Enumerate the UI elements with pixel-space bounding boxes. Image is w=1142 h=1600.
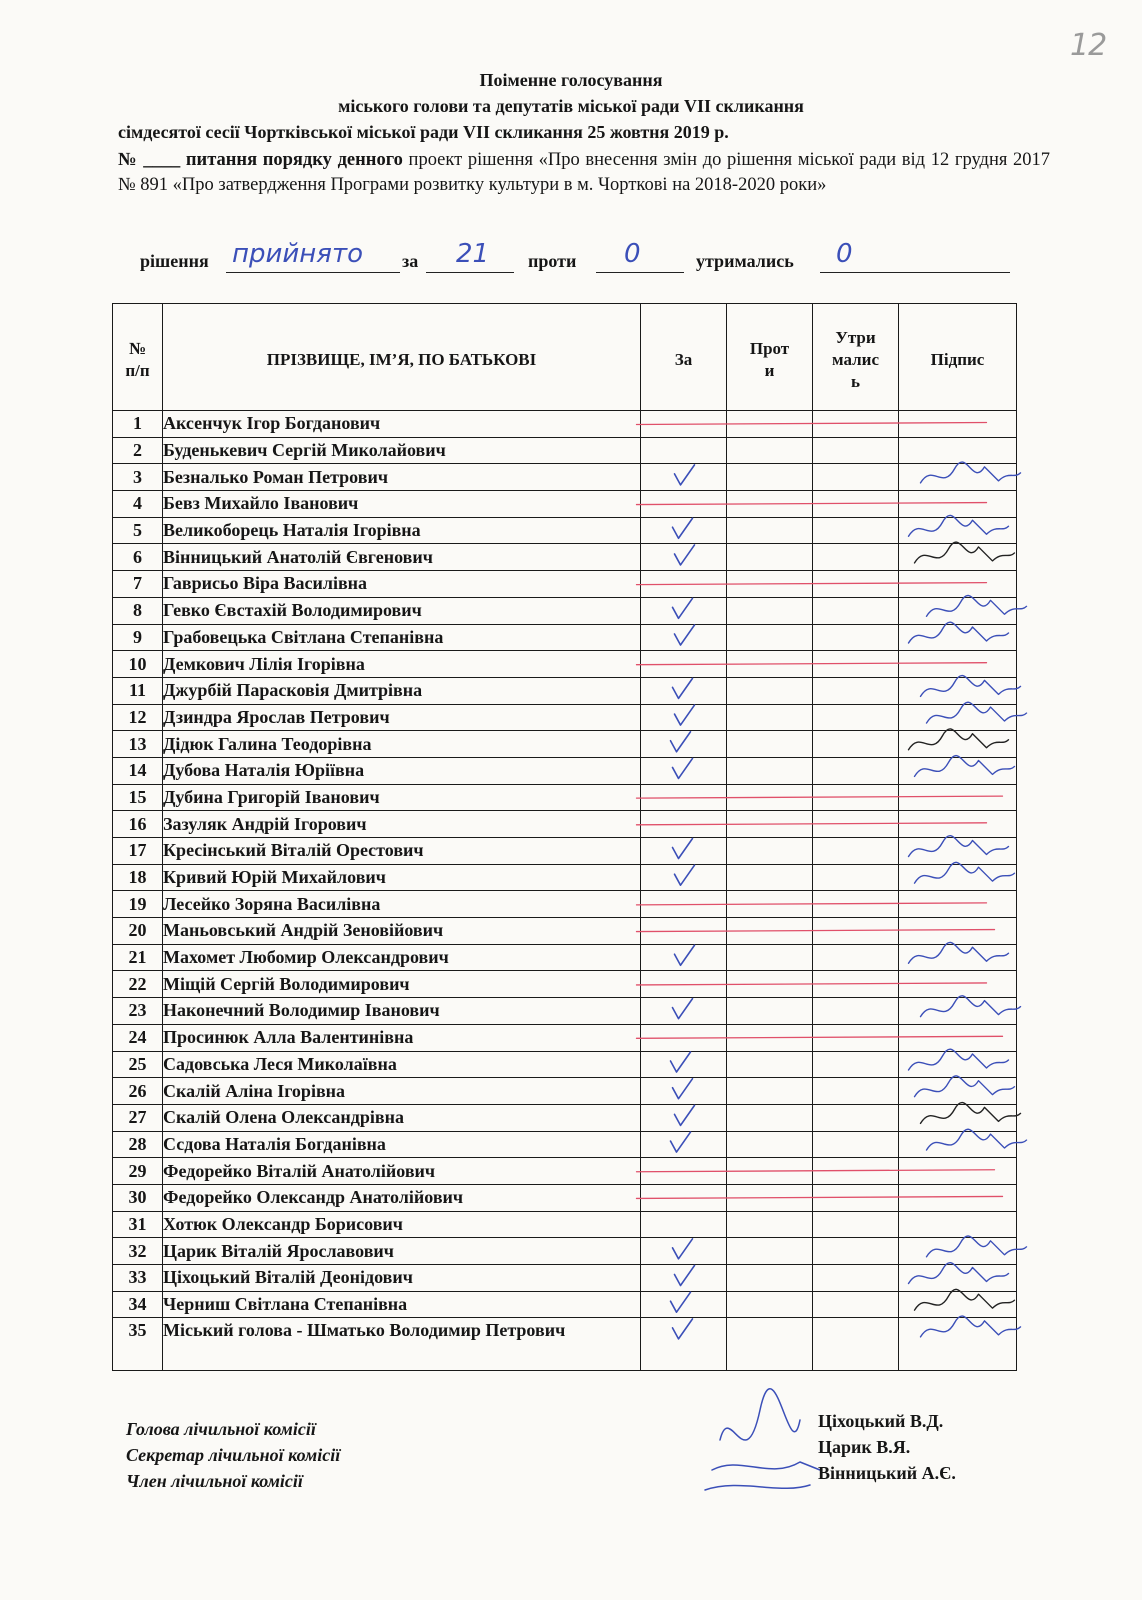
member-name: Ціхоцький Віталій Деонідович bbox=[163, 1265, 641, 1292]
table-row bbox=[113, 517, 1017, 544]
member-name: Вінницький Анатолій Євгенович bbox=[163, 544, 641, 571]
table-row bbox=[113, 704, 1017, 731]
utrymalys-count: 0 bbox=[836, 239, 853, 269]
vote-za-cell bbox=[641, 544, 727, 571]
vote-utrymalys-cell bbox=[813, 1211, 899, 1238]
signature-cell bbox=[899, 517, 1017, 544]
vote-proty-cell bbox=[727, 517, 813, 544]
table-row bbox=[113, 998, 1017, 1025]
row-number: 22 bbox=[113, 971, 163, 998]
vote-utrymalys-cell bbox=[813, 1184, 899, 1211]
member-name: Грабовецька Світлана Степанівна bbox=[163, 624, 641, 651]
signature-cell bbox=[899, 624, 1017, 651]
vote-proty-cell bbox=[727, 1318, 813, 1371]
vote-za-cell bbox=[641, 1078, 727, 1105]
row-number: 24 bbox=[113, 1024, 163, 1051]
vote-proty-cell bbox=[727, 597, 813, 624]
table-row bbox=[113, 784, 1017, 811]
member-name: Садовська Леся Миколаївна bbox=[163, 1051, 641, 1078]
row-number: 4 bbox=[113, 491, 163, 518]
table-row bbox=[113, 1211, 1017, 1238]
signature-cell bbox=[899, 544, 1017, 571]
vote-proty-cell bbox=[727, 704, 813, 731]
signature-cell bbox=[899, 1291, 1017, 1318]
row-number: 28 bbox=[113, 1131, 163, 1158]
signature-cell bbox=[899, 1265, 1017, 1292]
vote-utrymalys-cell bbox=[813, 1051, 899, 1078]
vote-za-cell bbox=[641, 811, 727, 838]
signature-cell bbox=[899, 1104, 1017, 1131]
vote-utrymalys-cell bbox=[813, 1024, 899, 1051]
decision-label: рішення bbox=[140, 251, 209, 271]
vote-utrymalys-cell bbox=[813, 677, 899, 704]
header-za: За bbox=[641, 304, 727, 411]
vote-utrymalys-cell bbox=[813, 704, 899, 731]
member-name: Гаврисьо Віра Василівна bbox=[163, 571, 641, 598]
row-number: 20 bbox=[113, 918, 163, 945]
signature-cell bbox=[899, 1184, 1017, 1211]
vote-proty-cell bbox=[727, 1024, 813, 1051]
row-number: 5 bbox=[113, 517, 163, 544]
row-number: 9 bbox=[113, 624, 163, 651]
header-proty: Прот и bbox=[727, 304, 813, 411]
member-name: Федорейко Віталій Анатолійович bbox=[163, 1158, 641, 1185]
table-row bbox=[113, 1131, 1017, 1158]
vote-za-cell bbox=[641, 1184, 727, 1211]
vote-utrymalys-cell bbox=[813, 411, 899, 438]
vote-proty-cell bbox=[727, 1291, 813, 1318]
vote-za-cell bbox=[641, 891, 727, 918]
row-number: 15 bbox=[113, 784, 163, 811]
row-number: 33 bbox=[113, 1265, 163, 1292]
signature-cell bbox=[899, 998, 1017, 1025]
vote-za-cell bbox=[641, 731, 727, 758]
question-text: проект рішення «Про внесення змін до рішення міської ради від 12 грудня 2017 № 891 «Про затвердження Програми розвитку культури в м. Чорткові на 2018-2020 роки» bbox=[118, 150, 1050, 195]
member-name: Безналько Роман Петрович bbox=[163, 464, 641, 491]
table-row bbox=[113, 1158, 1017, 1185]
table-row bbox=[113, 971, 1017, 998]
vote-za-cell bbox=[641, 624, 727, 651]
signature-cell bbox=[899, 757, 1017, 784]
vote-za-cell bbox=[641, 571, 727, 598]
vote-za-cell bbox=[641, 437, 727, 464]
table-row bbox=[113, 838, 1017, 865]
vote-za-cell bbox=[641, 918, 727, 945]
signature-cell bbox=[899, 838, 1017, 865]
signature-cell bbox=[899, 918, 1017, 945]
signature-cell bbox=[899, 864, 1017, 891]
row-number: 8 bbox=[113, 597, 163, 624]
row-number: 6 bbox=[113, 544, 163, 571]
table-row bbox=[113, 651, 1017, 678]
member-name: Великоборець Наталія Ігорівна bbox=[163, 517, 641, 544]
member-name: Кривий Юрій Михайлович bbox=[163, 864, 641, 891]
vote-utrymalys-cell bbox=[813, 491, 899, 518]
table-row bbox=[113, 624, 1017, 651]
signature-cell bbox=[899, 1318, 1017, 1371]
document-title: Поіменне голосування bbox=[479, 70, 663, 90]
vote-proty-cell bbox=[727, 651, 813, 678]
commission-names bbox=[818, 1408, 956, 1486]
vote-za-cell bbox=[641, 651, 727, 678]
table-row bbox=[113, 1104, 1017, 1131]
signature-cell bbox=[899, 1158, 1017, 1185]
vote-za-cell bbox=[641, 1318, 727, 1371]
decision-handwritten: прийнято bbox=[232, 239, 363, 269]
member-name: Ссдова Наталія Богданівна bbox=[163, 1131, 641, 1158]
vote-proty-cell bbox=[727, 1078, 813, 1105]
member-name: Гевко Євстахій Володимирович bbox=[163, 597, 641, 624]
signature-cell bbox=[899, 597, 1017, 624]
row-number: 1 bbox=[113, 411, 163, 438]
vote-za-cell bbox=[641, 757, 727, 784]
vote-za-cell bbox=[641, 971, 727, 998]
vote-utrymalys-cell bbox=[813, 1158, 899, 1185]
member-name: Черниш Світлана Степанівна bbox=[163, 1291, 641, 1318]
vote-za-cell bbox=[641, 491, 727, 518]
document-subtitle: міського голови та депутатів міської ради VII скликання bbox=[338, 96, 804, 116]
table-row bbox=[113, 811, 1017, 838]
member-name: Міщій Сергій Володимирович bbox=[163, 971, 641, 998]
question-prefix: № ____ питання порядку денного bbox=[118, 150, 403, 170]
signature-cell bbox=[899, 1131, 1017, 1158]
signature-cell bbox=[899, 491, 1017, 518]
vote-proty-cell bbox=[727, 1158, 813, 1185]
commission-role: Секретар лічильної комісії bbox=[126, 1445, 341, 1465]
vote-utrymalys-cell bbox=[813, 1131, 899, 1158]
vote-proty-cell bbox=[727, 864, 813, 891]
signature-cell bbox=[899, 944, 1017, 971]
signature-cell bbox=[899, 437, 1017, 464]
commission-signature bbox=[705, 1389, 820, 1490]
row-number: 19 bbox=[113, 891, 163, 918]
vote-utrymalys-cell bbox=[813, 1104, 899, 1131]
member-name: Демкович Лілія Ігорівна bbox=[163, 651, 641, 678]
vote-utrymalys-cell bbox=[813, 1078, 899, 1105]
member-name: Скалій Аліна Ігорівна bbox=[163, 1078, 641, 1105]
vote-utrymalys-cell bbox=[813, 864, 899, 891]
session-line: сімдесятої сесії Чортківської міської ради VII скликання 25 жовтня 2019 р. bbox=[118, 122, 729, 142]
table-row bbox=[113, 491, 1017, 518]
signature-cell bbox=[899, 651, 1017, 678]
signature-cell bbox=[899, 811, 1017, 838]
vote-proty-cell bbox=[727, 1211, 813, 1238]
row-number: 11 bbox=[113, 677, 163, 704]
table-row bbox=[113, 1291, 1017, 1318]
vote-utrymalys-cell bbox=[813, 891, 899, 918]
vote-za-cell bbox=[641, 1158, 727, 1185]
member-name: Кресінський Віталій Орестович bbox=[163, 838, 641, 865]
vote-za-cell bbox=[641, 1291, 727, 1318]
commission-name: Вінницький А.Є. bbox=[818, 1463, 956, 1483]
vote-utrymalys-cell bbox=[813, 1318, 899, 1371]
row-number: 27 bbox=[113, 1104, 163, 1131]
vote-za-cell bbox=[641, 838, 727, 865]
page-number: 12 bbox=[1070, 28, 1107, 63]
vote-za-cell bbox=[641, 677, 727, 704]
member-name: Скалій Олена Олександрівна bbox=[163, 1104, 641, 1131]
vote-proty-cell bbox=[727, 998, 813, 1025]
table-row bbox=[113, 1265, 1017, 1292]
proty-blank bbox=[596, 271, 684, 273]
vote-proty-cell bbox=[727, 1238, 813, 1265]
table-row bbox=[113, 891, 1017, 918]
vote-proty-cell bbox=[727, 1184, 813, 1211]
vote-za-cell bbox=[641, 1265, 727, 1292]
commission-roles bbox=[126, 1416, 340, 1494]
vote-proty-cell bbox=[727, 731, 813, 758]
utrymalys-blank bbox=[820, 271, 1010, 273]
vote-proty-cell bbox=[727, 757, 813, 784]
vote-utrymalys-cell bbox=[813, 437, 899, 464]
vote-utrymalys-cell bbox=[813, 971, 899, 998]
signature-cell bbox=[899, 1051, 1017, 1078]
row-number: 26 bbox=[113, 1078, 163, 1105]
table-row bbox=[113, 464, 1017, 491]
agenda-question bbox=[118, 148, 1050, 198]
row-number: 3 bbox=[113, 464, 163, 491]
table-row bbox=[113, 597, 1017, 624]
member-name: Бевз Михайло Іванович bbox=[163, 491, 641, 518]
vote-proty-cell bbox=[727, 571, 813, 598]
member-name: Махомет Любомир Олександрович bbox=[163, 944, 641, 971]
commission-role: Голова лічильної комісії bbox=[126, 1419, 316, 1439]
signature-cell bbox=[899, 464, 1017, 491]
vote-utrymalys-cell bbox=[813, 918, 899, 945]
commission-name: Царик В.Я. bbox=[818, 1437, 911, 1457]
vote-utrymalys-cell bbox=[813, 544, 899, 571]
za-count: 21 bbox=[456, 239, 490, 269]
vote-table bbox=[112, 303, 1017, 1371]
signature-cell bbox=[899, 971, 1017, 998]
vote-proty-cell bbox=[727, 464, 813, 491]
member-name: Наконечний Володимир Іванович bbox=[163, 998, 641, 1025]
row-number: 2 bbox=[113, 437, 163, 464]
table-row bbox=[113, 1318, 1017, 1371]
row-number: 31 bbox=[113, 1211, 163, 1238]
vote-utrymalys-cell bbox=[813, 597, 899, 624]
member-name: Міський голова - Шматько Володимир Петрович bbox=[163, 1318, 641, 1371]
member-name: Хотюк Олександр Борисович bbox=[163, 1211, 641, 1238]
signature-cell bbox=[899, 784, 1017, 811]
vote-utrymalys-cell bbox=[813, 731, 899, 758]
vote-proty-cell bbox=[727, 1265, 813, 1292]
row-number: 34 bbox=[113, 1291, 163, 1318]
vote-utrymalys-cell bbox=[813, 757, 899, 784]
row-number: 13 bbox=[113, 731, 163, 758]
row-number: 7 bbox=[113, 571, 163, 598]
row-number: 17 bbox=[113, 838, 163, 865]
vote-proty-cell bbox=[727, 1051, 813, 1078]
commission-name: Ціхоцький В.Д. bbox=[818, 1411, 944, 1431]
vote-za-cell bbox=[641, 784, 727, 811]
vote-proty-cell bbox=[727, 811, 813, 838]
vote-za-cell bbox=[641, 1051, 727, 1078]
vote-proty-cell bbox=[727, 1131, 813, 1158]
member-name: Буденькевич Сергій Миколайович bbox=[163, 437, 641, 464]
vote-utrymalys-cell bbox=[813, 998, 899, 1025]
vote-proty-cell bbox=[727, 411, 813, 438]
table-row bbox=[113, 544, 1017, 571]
member-name: Федорейко Олександр Анатолійович bbox=[163, 1184, 641, 1211]
row-number: 18 bbox=[113, 864, 163, 891]
vote-proty-cell bbox=[727, 918, 813, 945]
table-row bbox=[113, 1051, 1017, 1078]
vote-proty-cell bbox=[727, 437, 813, 464]
row-number: 14 bbox=[113, 757, 163, 784]
member-name: Просинюк Алла Валентинівна bbox=[163, 1024, 641, 1051]
vote-za-cell bbox=[641, 1238, 727, 1265]
vote-utrymalys-cell bbox=[813, 1265, 899, 1292]
signature-cell bbox=[899, 1238, 1017, 1265]
signature-cell bbox=[899, 1211, 1017, 1238]
vote-utrymalys-cell bbox=[813, 1238, 899, 1265]
member-name: Маньовський Андрій Зеновійович bbox=[163, 918, 641, 945]
row-number: 16 bbox=[113, 811, 163, 838]
vote-utrymalys-cell bbox=[813, 517, 899, 544]
member-name: Лесейко Зоряна Василівна bbox=[163, 891, 641, 918]
row-number: 32 bbox=[113, 1238, 163, 1265]
signature-cell bbox=[899, 677, 1017, 704]
member-name: Дубина Григорій Іванович bbox=[163, 784, 641, 811]
vote-za-cell bbox=[641, 464, 727, 491]
vote-proty-cell bbox=[727, 971, 813, 998]
vote-proty-cell bbox=[727, 891, 813, 918]
commission-role: Член лічильної комісії bbox=[126, 1471, 303, 1491]
decision-blank bbox=[226, 271, 400, 273]
row-number: 25 bbox=[113, 1051, 163, 1078]
row-number: 30 bbox=[113, 1184, 163, 1211]
vote-utrymalys-cell bbox=[813, 784, 899, 811]
vote-utrymalys-cell bbox=[813, 944, 899, 971]
proty-count: 0 bbox=[624, 239, 641, 269]
member-name: Дзиндра Ярослав Петрович bbox=[163, 704, 641, 731]
vote-za-cell bbox=[641, 704, 727, 731]
vote-za-cell bbox=[641, 944, 727, 971]
row-number: 29 bbox=[113, 1158, 163, 1185]
row-number: 12 bbox=[113, 704, 163, 731]
table-row bbox=[113, 1078, 1017, 1105]
vote-proty-cell bbox=[727, 544, 813, 571]
member-name: Дубова Наталія Юріївна bbox=[163, 757, 641, 784]
member-name: Аксенчук Ігор Богданович bbox=[163, 411, 641, 438]
vote-proty-cell bbox=[727, 944, 813, 971]
vote-proty-cell bbox=[727, 677, 813, 704]
vote-za-cell bbox=[641, 864, 727, 891]
signature-cell bbox=[899, 731, 1017, 758]
signature-cell bbox=[899, 571, 1017, 598]
signature-cell bbox=[899, 1078, 1017, 1105]
vote-za-cell bbox=[641, 597, 727, 624]
za-label: за bbox=[402, 251, 419, 271]
vote-utrymalys-cell bbox=[813, 1291, 899, 1318]
vote-proty-cell bbox=[727, 838, 813, 865]
vote-utrymalys-cell bbox=[813, 811, 899, 838]
vote-proty-cell bbox=[727, 784, 813, 811]
header-utrymalys: Утри малис ь bbox=[813, 304, 899, 411]
table-row bbox=[113, 918, 1017, 945]
row-number: 35 bbox=[113, 1318, 163, 1371]
vote-proty-cell bbox=[727, 1104, 813, 1131]
header-num: № п/п bbox=[113, 304, 163, 411]
za-blank bbox=[426, 271, 514, 273]
table-row bbox=[113, 677, 1017, 704]
utrymalys-label: утримались bbox=[696, 251, 794, 271]
vote-utrymalys-cell bbox=[813, 571, 899, 598]
table-header-row bbox=[113, 304, 1017, 411]
table-row bbox=[113, 864, 1017, 891]
vote-za-cell bbox=[641, 1211, 727, 1238]
table-row bbox=[113, 731, 1017, 758]
signature-cell bbox=[899, 1024, 1017, 1051]
vote-utrymalys-cell bbox=[813, 838, 899, 865]
vote-za-cell bbox=[641, 998, 727, 1025]
table-row bbox=[113, 437, 1017, 464]
vote-za-cell bbox=[641, 411, 727, 438]
member-name: Зазуляк Андрій Ігорович bbox=[163, 811, 641, 838]
vote-proty-cell bbox=[727, 491, 813, 518]
vote-za-cell bbox=[641, 1131, 727, 1158]
header-name: ПРІЗВИЩЕ, ІМ’Я, ПО БАТЬКОВІ bbox=[163, 304, 641, 411]
member-name: Дідюк Галина Теодорівна bbox=[163, 731, 641, 758]
header-signature: Підпис bbox=[899, 304, 1017, 411]
table-row bbox=[113, 411, 1017, 438]
table-row bbox=[113, 571, 1017, 598]
vote-za-cell bbox=[641, 517, 727, 544]
row-number: 23 bbox=[113, 998, 163, 1025]
table-row bbox=[113, 757, 1017, 784]
row-number: 10 bbox=[113, 651, 163, 678]
table-row bbox=[113, 1024, 1017, 1051]
signature-cell bbox=[899, 411, 1017, 438]
vote-proty-cell bbox=[727, 624, 813, 651]
table-row bbox=[113, 944, 1017, 971]
member-name: Джурбій Парасковія Дмитрівна bbox=[163, 677, 641, 704]
proty-label: проти bbox=[528, 251, 577, 271]
vote-za-cell bbox=[641, 1104, 727, 1131]
row-number: 21 bbox=[113, 944, 163, 971]
table-row bbox=[113, 1184, 1017, 1211]
signature-cell bbox=[899, 704, 1017, 731]
vote-utrymalys-cell bbox=[813, 464, 899, 491]
signature-cell bbox=[899, 891, 1017, 918]
member-name: Царик Віталій Ярославович bbox=[163, 1238, 641, 1265]
vote-za-cell bbox=[641, 1024, 727, 1051]
table-row bbox=[113, 1238, 1017, 1265]
vote-utrymalys-cell bbox=[813, 624, 899, 651]
vote-utrymalys-cell bbox=[813, 651, 899, 678]
